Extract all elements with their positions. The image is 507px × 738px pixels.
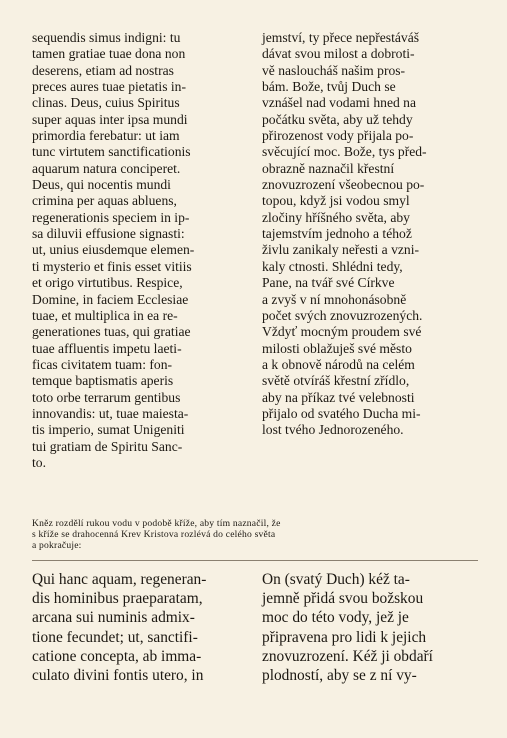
latin-text-column: sequendis simus indigni: tu tamen gratiae tuae dona non deserens, etiam ad nostras preces aures tuae pietatis in- clinas. Deus, cuius Spiritus super aquas inter ipsa mundi primordia ferebatur: ut iam tunc virtutem sanctificationis aquarum natura conciperet. Deus, qui nocentis mundi crimina per aquas abluens, regenerationis speciem in ip- sa diluvii effusione signasti: ut, unius eiusdemque elemen- ti mysterio et finis esset vitiis et origo virtutibus. Respice, Domine, in faciem Ecclesiae tuae, et multiplica in ea re- generationes tuas, qui gratiae tuae affluentis impetu laeti- ficas civitatem tuam: fon- temque baptismatis aperis toto orbe terrarum gentibus innovandis: ut, tuae maiesta- tis imperio, sumat Unigeniti tui gratiam de Spiritu Sanc- to. — [32, 30, 195, 470]
section-divider — [32, 560, 478, 561]
czech-text-column: jemství, ty přece nepřestáváš dávat svou milost a dobroti- vě nasloucháš našim pros- bám. Bože, tvůj Duch se vznášel nad vodami hned na počátku světa, aby už tehdy přirozenost vody přijala po- svěcující moc. Bože, tys před- obrazně naznačil křestní znovuzrození všeobecnou po- topou, když jsi vodou smyl zločiny hříšného světa, aby tajemstvím jednoho a téhož živlu zanikaly neřesti a vzni- kaly ctnosti. Shlédni tedy, Pane, na tvář své Církve a zvyš v ní mnohonásobně počet svých znovuzrozených. Vždyť mocným proudem své milosti oblažuješ své město a k obnově národů na celém světě otvíráš křestní zřídlo, aby na příkaz tvé velebnosti přijalo od svatého Ducha mi- lost tvého Jednorozeného. — [262, 30, 427, 438]
latin-prayer-continuation: Qui hanc aquam, regeneran- dis hominibus praeparatam, arcana sui numinis admix- tione fecundet; ut, sanctifi- catione concepta, ab imma- culato divini fontis utero, in — [32, 571, 207, 685]
rubric-instruction: Kněz rozdělí rukou vodu v podobě kříže, aby tím naznačil, že s kříže se drahocenná Krev Kristova rozlévá do celého světa a pokračuje: — [32, 518, 281, 551]
czech-prayer-continuation: On (svatý Duch) kéž ta- jemně přidá svou božskou moc do této vody, jež je připravena pro lidi k jejich znovuzrození. Kéž ji obdaří plodností, aby se z ní vy- — [262, 571, 433, 685]
